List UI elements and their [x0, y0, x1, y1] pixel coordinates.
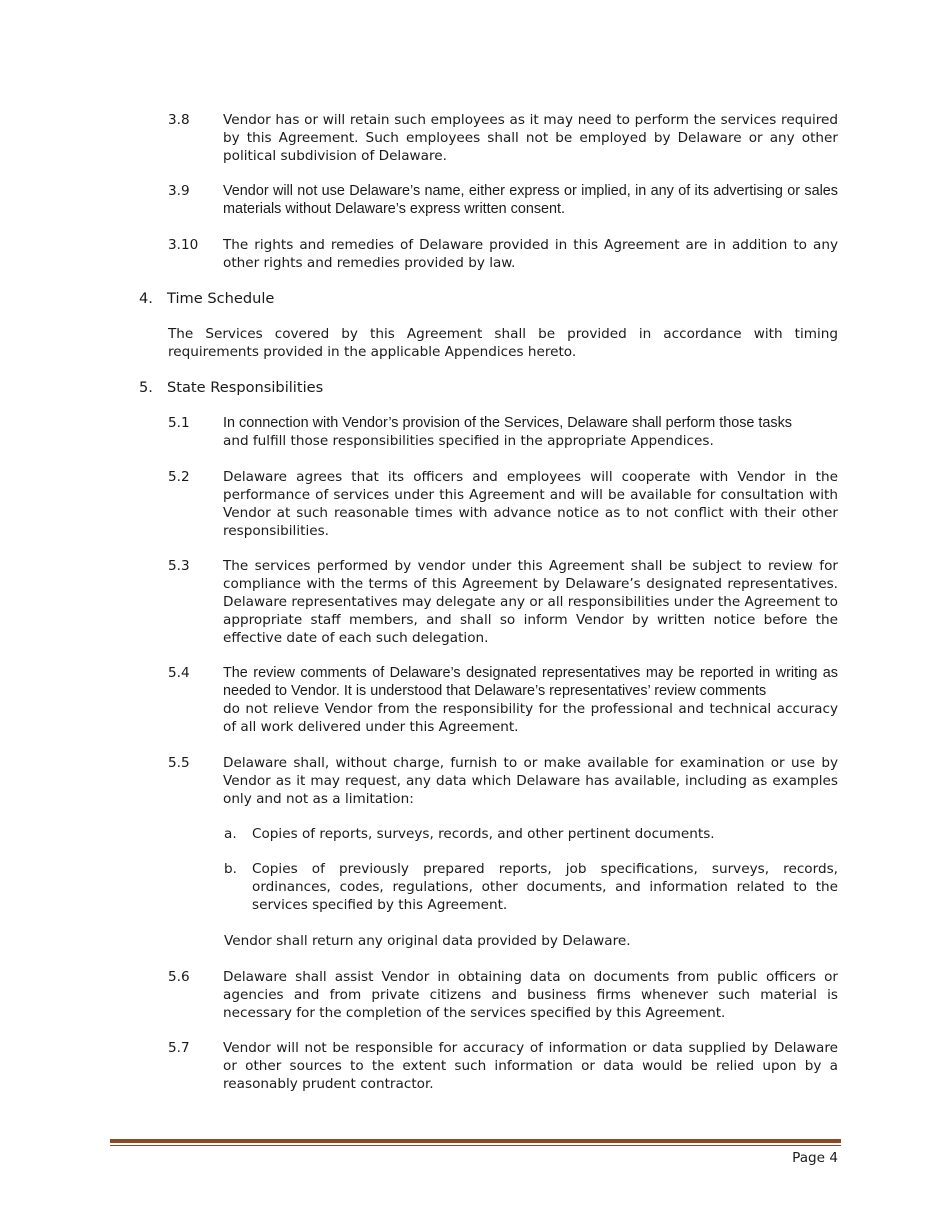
clause-number: 3.10	[168, 237, 199, 253]
clause-number: 5.2	[168, 469, 190, 485]
clause-text: Delaware shall, without charge, furnish to or make available for examination or use by Vendor as it may request, any data which Delaware has available, including as examples only and not as a limitation:	[223, 755, 838, 807]
clause-number: 5.3	[168, 558, 190, 574]
clause-number: 5.1	[168, 415, 190, 431]
page-number: Page 4	[792, 1150, 838, 1166]
section-title: Time Schedule	[167, 290, 275, 307]
clause-number: 5.5	[168, 755, 190, 771]
clause-text: Delaware shall assist Vendor in obtaining data on documents from public officers or agencies and from private citizens and business firms whenever such material is necessary for the completion of the services specified by this Agreement.	[223, 969, 838, 1021]
clause-text: The services performed by vendor under this Agreement shall be subject to review for compliance with the terms of this Agreement by Delaware’s designated representatives. Delaware representatives may delegate any or all responsibilities under the Agreement to appropriate staff members, and shall so inform Vendor by written notice before the effective date of each such delegation.	[223, 558, 838, 646]
clause-5-5-note: Vendor shall return any original data provided by Delaware.	[224, 933, 631, 949]
clause-text: The rights and remedies of Delaware provided in this Agreement are in addition to any other rights and remedies provided by law.	[223, 237, 838, 271]
list-marker: a.	[224, 826, 237, 842]
section-number: 4.	[139, 290, 153, 307]
list-item-text: Copies of previously prepared reports, job specifications, surveys, records, ordinances, codes, regulations, other documents, and information related to the services specified by this Agreement.	[252, 861, 838, 913]
clause-text-line-2: and fulfill those responsibilities specified in the appropriate Appendices.	[223, 432, 714, 449]
clause-number: 5.4	[168, 665, 190, 681]
clause-number: 5.6	[168, 969, 190, 985]
clause-text: Vendor will not use Delaware’s name, either express or implied, in any of its advertising or sales materials without Delaware’s express written consent.	[223, 183, 838, 217]
clause-text-part-2: do not relieve Vendor from the responsibility for the professional and technical accuracy of all work delivered under this Agreement.	[223, 700, 838, 735]
clause-text-line-1: In connection with Vendor’s provision of the Services, Delaware shall perform those tasks	[223, 415, 792, 431]
section-title: State Responsibilities	[167, 379, 324, 396]
section-4-text: The Services covered by this Agreement shall be provided in accordance with timing requirements provided in the applicable Appendices hereto.	[168, 326, 838, 360]
clause-number: 3.8	[168, 112, 190, 128]
clause-text	[223, 415, 838, 451]
section-number: 5.	[139, 379, 153, 396]
list-item-text: Copies of reports, surveys, records, and other pertinent documents.	[252, 826, 715, 842]
clause-number: 5.7	[168, 1040, 190, 1056]
footer-rule-thick	[110, 1139, 841, 1143]
clause-text: Vendor will not be responsible for accuracy of information or data supplied by Delaware or other sources to the extent such information or data would be relied upon by a reasonably prudent contractor.	[223, 1040, 838, 1092]
footer-rule-thin	[110, 1145, 841, 1146]
clause-text-part-1: The review comments of Delaware’s designated representatives may be reported in writing as needed to Vendor. It is understood that Delaware’s representatives’ review comments	[223, 665, 838, 699]
list-marker: b.	[224, 861, 237, 877]
clause-text	[223, 665, 838, 737]
clause-number: 3.9	[168, 183, 190, 199]
clause-text: Vendor has or will retain such employees as it may need to perform the services required by this Agreement. Such employees shall not be employed by Delaware or any other political subdivision of Delaware.	[223, 112, 838, 164]
clause-text: Delaware agrees that its officers and employees will cooperate with Vendor in the performance of services under this Agreement and will be available for consultation with Vendor at such reasonable times with advance notice as to not conflict with their other responsibilities.	[223, 469, 838, 539]
